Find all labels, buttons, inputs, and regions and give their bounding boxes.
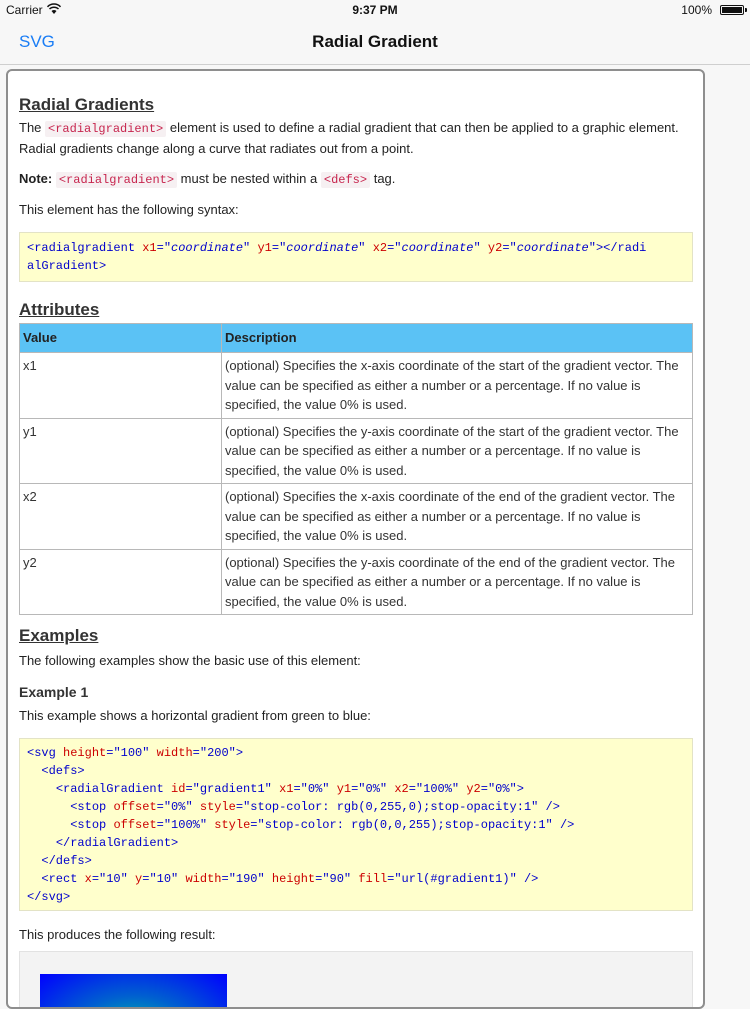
inline-code-radialgradient: <radialgradient> [45,121,166,137]
table-row [20,353,693,419]
battery-percent: 100% [681,3,712,17]
table-header-row [20,324,693,353]
table-row [20,484,693,550]
column-header-description: Description [222,324,693,353]
status-bar [0,0,750,20]
cell-description: (optional) Specifies the x-axis coordinate of the end of the gradient vector. The value can be specified as either a number or a percentage. If no value is specified, the value 0% is used. [222,484,693,550]
cell-description: (optional) Specifies the y-axis coordinate of the start of the gradient vector. The value can be specified as either a number or a percentage. If no value is specified, the value 0% is used. [222,418,693,484]
battery-icon [720,5,744,15]
examples-intro: The following examples show the basic use of this element: [19,653,361,668]
cell-value: x1 [20,353,222,419]
example-code-block: <svg height="100" width="200"> <defs> <radialGradient id="gradient1" x1="0%" y1="0%" x2="100%" y2="0%"> <stop offset="0%" style="stop-color: rgb(0,255,0);stop-opacity:1" /> <stop offset="100%" style="stop-color: rgb(0,0,255);stop-opacity:1" /> </radialGradient> </defs> <rect x="10" y="10" width="190" height="90" fill="url(#gradient1)" /> </svg> [19,738,693,911]
page-title: Radial Gradient [312,32,438,51]
syntax-intro: This element has the following syntax: [19,202,239,217]
cell-value: y2 [20,549,222,615]
heading-radial-gradients: Radial Gradients [19,95,155,114]
note-paragraph [19,169,395,190]
intro-paragraph [19,118,693,159]
content-panel[interactable] [6,69,705,1009]
heading-attributes: Attributes [19,300,100,319]
radial-gradient-preview [40,974,227,1009]
cell-value: x2 [20,484,222,550]
result-intro: This produces the following result: [19,927,216,942]
cell-value: y1 [20,418,222,484]
cell-description: (optional) Specifies the y-axis coordinate of the end of the gradient vector. The value can be specified as either a number or a percentage. If no value is specified, the value 0% is used. [222,549,693,615]
result-preview [19,951,693,1009]
heading-example-1: Example 1 [19,684,89,700]
back-button[interactable]: SVG [19,32,55,51]
clock: 9:37 PM [352,3,398,17]
note-text: must be nested within a [177,171,321,186]
table-row [20,418,693,484]
column-header-value: Value [20,324,222,353]
inline-code-defs: <defs> [321,172,370,188]
note-label: Note: [19,171,53,186]
note-end: tag. [370,171,396,186]
intro-text: The [19,120,46,135]
heading-examples: Examples [19,626,99,645]
attributes-table [19,323,693,615]
carrier-label: Carrier [6,3,43,17]
example-1-description: This example shows a horizontal gradient from green to blue: [19,708,371,723]
navigation-bar [0,20,750,65]
intro-text-rest: element is used to define a radial gradient that can then be applied to a graphic element. Radial gradients change along a curve that radiates out from a point. [19,120,679,156]
inline-code-radialgradient-note: <radialgradient> [56,172,177,188]
table-row [20,549,693,615]
cell-description: (optional) Specifies the x-axis coordinate of the start of the gradient vector. The value can be specified as either a number or a percentage. If no value is specified, the value 0% is used. [222,353,693,419]
syntax-code-block: <radialgradient x1="coordinate" y1="coordinate" x2="coordinate" y2="coordinate"></radi alGradient> [19,232,693,282]
